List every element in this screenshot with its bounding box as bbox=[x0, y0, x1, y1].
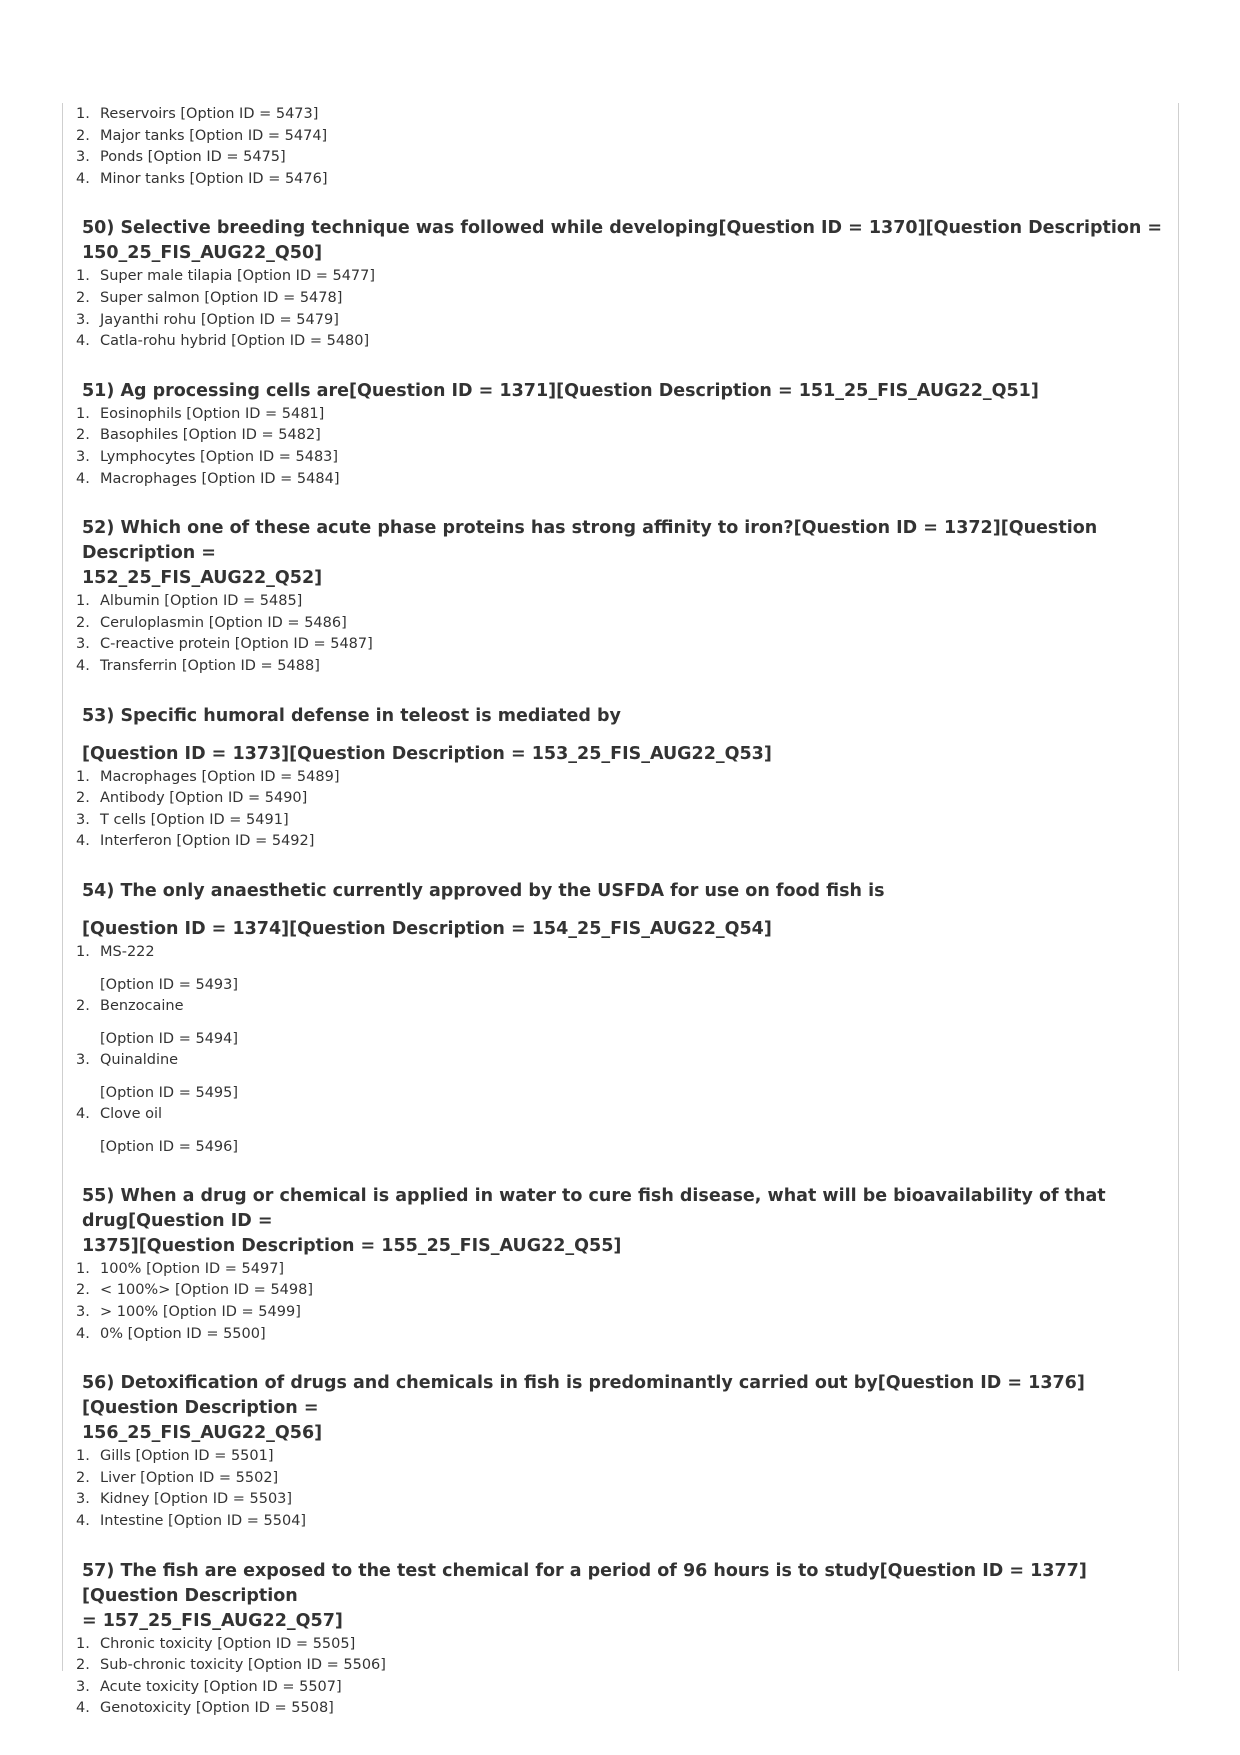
question-text: 57) The fish are exposed to the test chemical for a period of 96 hours is to study[Question ID = 1377][Question Description = 157_25_FIS_AUG22_Q57] bbox=[82, 1560, 1087, 1631]
option-item[interactable]: 2. Basophiles [Option ID = 5482] bbox=[76, 427, 321, 444]
question-57 bbox=[72, 1559, 1172, 1720]
question-52 bbox=[72, 516, 1172, 677]
question-text: 50) Selective breeding technique was followed while developing[Question ID = 1370][Question Description = 150_25_FIS_AUG22_Q50] bbox=[82, 218, 1163, 264]
option-item[interactable]: 2. Sub-chronic toxicity [Option ID = 5506] bbox=[76, 1657, 386, 1674]
option-item[interactable]: 1. 100% [Option ID = 5497] bbox=[76, 1260, 285, 1277]
option-item[interactable]: 3. C-reactive protein [Option ID = 5487] bbox=[76, 636, 373, 653]
option-item[interactable]: 1. Reservoirs [Option ID = 5473] bbox=[76, 106, 319, 122]
option-item[interactable]: 4. Minor tanks [Option ID = 5476] bbox=[76, 170, 328, 187]
question-text: 55) When a drug or chemical is applied in water to cure fish disease, what will be bioavailability of that drug[Question ID = 1375][Question Description = 155_25_FIS_AUG22_Q55] bbox=[82, 1185, 1106, 1256]
option-item[interactable]: 2. Major tanks [Option ID = 5474] bbox=[76, 127, 328, 144]
option-item[interactable]: 1. Macrophages [Option ID = 5489] bbox=[76, 768, 340, 785]
option-item[interactable]: 4. 0% [Option ID = 5500] bbox=[76, 1325, 266, 1342]
option-item[interactable]: 1. Super male tilapia [Option ID = 5477] bbox=[76, 268, 376, 285]
option-item[interactable]: 3. Jayanthi rohu [Option ID = 5479] bbox=[76, 311, 339, 328]
question-text: 52) Which one of these acute phase proteins has strong affinity to iron?[Question ID = 1372][Question Description = 152_25_FIS_AUG22_Q52] bbox=[82, 518, 1098, 589]
option-item[interactable]: 4. Genotoxicity [Option ID = 5508] bbox=[76, 1700, 334, 1717]
option-item[interactable]: 4. Clove oil [Option ID = 5496] bbox=[76, 1105, 239, 1155]
option-item[interactable]: 4. Intestine [Option ID = 5504] bbox=[76, 1513, 307, 1530]
question-text: 53) Specific humoral defense in teleost is mediated by bbox=[82, 705, 621, 726]
option-item[interactable]: 1. MS-222 [Option ID = 5493] bbox=[76, 943, 239, 993]
question-50 bbox=[72, 216, 1172, 352]
option-item[interactable]: 2. Ceruloplasmin [Option ID = 5486] bbox=[76, 614, 347, 631]
option-item[interactable]: 2. Super salmon [Option ID = 5478] bbox=[76, 289, 343, 306]
question-51 bbox=[72, 379, 1172, 490]
question-55 bbox=[72, 1184, 1172, 1345]
option-item[interactable]: 1. Chronic toxicity [Option ID = 5505] bbox=[76, 1635, 356, 1652]
question-paper bbox=[72, 104, 1172, 1720]
question-56 bbox=[72, 1371, 1172, 1532]
option-item[interactable]: 3. > 100% [Option ID = 5499] bbox=[76, 1304, 301, 1321]
question-id-line: [Question ID = 1373][Question Description = 153_25_FIS_AUG22_Q53] bbox=[82, 743, 772, 764]
option-item[interactable]: 2. Liver [Option ID = 5502] bbox=[76, 1469, 279, 1486]
question-text: 56) Detoxification of drugs and chemicals in fish is predominantly carried out by[Question ID = 1376][Question Description = 156_25_FIS_AUG22_Q56] bbox=[82, 1373, 1085, 1444]
option-item[interactable]: 4. Catla-rohu hybrid [Option ID = 5480] bbox=[76, 333, 370, 350]
option-item[interactable]: 1. Albumin [Option ID = 5485] bbox=[76, 593, 303, 610]
option-item[interactable]: 3. Lymphocytes [Option ID = 5483] bbox=[76, 448, 339, 465]
question-id-line: [Question ID = 1374][Question Description = 154_25_FIS_AUG22_Q54] bbox=[82, 918, 772, 939]
option-item[interactable]: 3. Acute toxicity [Option ID = 5507] bbox=[76, 1678, 342, 1695]
option-item[interactable]: 1. Eosinophils [Option ID = 5481] bbox=[76, 405, 325, 422]
option-item[interactable]: 4. Interferon [Option ID = 5492] bbox=[76, 833, 315, 850]
option-item[interactable]: 3. Ponds [Option ID = 5475] bbox=[76, 149, 286, 166]
question-53 bbox=[72, 704, 1172, 853]
option-item[interactable]: 1. Gills [Option ID = 5501] bbox=[76, 1448, 274, 1465]
option-item[interactable]: 4. Transferrin [Option ID = 5488] bbox=[76, 657, 320, 674]
option-item[interactable]: 3. T cells [Option ID = 5491] bbox=[76, 811, 289, 828]
option-item[interactable]: 2. Antibody [Option ID = 5490] bbox=[76, 790, 308, 807]
option-item[interactable]: 3. Quinaldine [Option ID = 5495] bbox=[76, 1051, 239, 1101]
question-text: 51) Ag processing cells are[Question ID = 1371][Question Description = 151_25_FIS_AUG22_Q51] bbox=[82, 380, 1039, 401]
option-item[interactable]: 2. < 100%> [Option ID = 5498] bbox=[76, 1282, 313, 1299]
option-item[interactable]: 4. Macrophages [Option ID = 5484] bbox=[76, 470, 340, 487]
option-item[interactable]: 2. Benzocaine [Option ID = 5494] bbox=[76, 997, 239, 1047]
q49-options bbox=[72, 104, 1172, 190]
question-text: 54) The only anaesthetic currently approved by the USFDA for use on food fish is bbox=[82, 880, 885, 901]
option-item[interactable]: 3. Kidney [Option ID = 5503] bbox=[76, 1491, 293, 1508]
question-54 bbox=[72, 879, 1172, 1158]
